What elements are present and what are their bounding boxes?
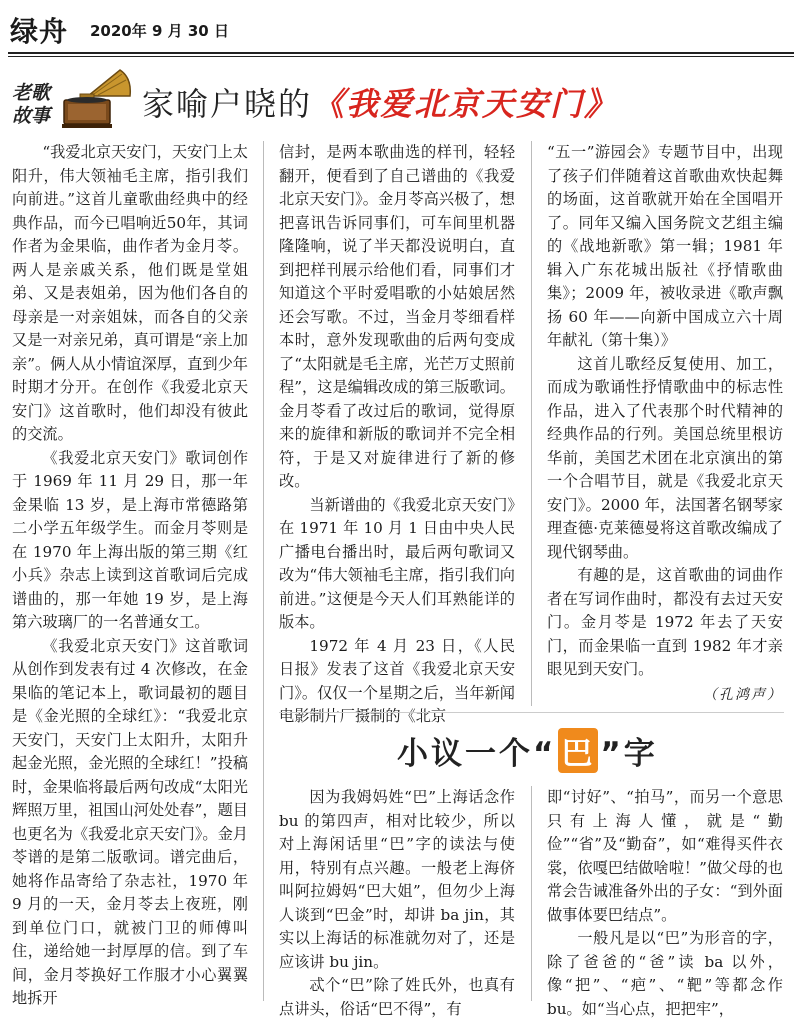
title-song-name: 《我爱北京天安门》 <box>312 85 619 123</box>
paragraph: “我爱北京天安门，天安门上太阳升，伟大领袖毛主席，指引我们向前进。”这首儿童歌曲经典中的经典作品，而今已唱响近50年，其词作者为金果临，曲作者为金月苓。两人是亲戚关系，他们既是堂姐弟、又是表姐弟，因为他们各自的母亲是一对亲姐妹，而各自的父亲又是一对亲兄弟，真可谓是“亲上加亲”。俩人从小情谊深厚，直到少年时期才分开。在创作《我爱北京天安门》这首歌时，他们却没有彼此的交流。 <box>12 143 248 443</box>
article1-column-2 <box>279 141 515 729</box>
column-divider <box>263 141 264 1001</box>
paragraph: 因为我姆妈姓“巴”上海话念作 bu 的第四声，相对比较少，所以对上海闲话里“巴”字的读法与使用，特别有点兴趣。一般老上海侪叫阿拉姆妈“巴大姐”，但勿少上海人谈到“巴金”时，却讲 ba jin，其实以上海话的标准就勿对了，还是应该讲 bu jin。 <box>279 788 515 971</box>
article-title <box>142 84 618 124</box>
section-brand: 绿舟 <box>10 15 69 48</box>
header-rule-thin <box>8 56 794 57</box>
paragraph: 《我爱北京天安门》这首歌词从创作到发表有过 4 次修改，在金果临的笔记本上，歌词最初的题目是《金光照的全球红》：“我爱北京天安门，天安门上太阳升，太阳升起金光照，金光照的全球红！”投稿时，金果临将最后两句改成“太阳光辉照万里，祖国山河处处春”，题目也更名为《我爱北京天安门》。金月苓谱的是第二版歌词。谱完曲后，她将作品寄给了杂志社，1970 年 9 月的一天，金月苓去上夜班，刚到单位门口，就被门卫的师傅叫住，递给她一封厚厚的信。到了车间，金月苓换好工作服才小心翼翼地拆开 <box>12 636 248 1007</box>
paragraph: 《我爱北京天安门》歌词创作于 1969 年 11 月 29 日，那一年金果临 13 岁，是上海市常德路第二小学五年级学生。而金月苓则是在 1970 年上海出版的第三期《红小兵》杂志上读到这首歌词后完成谱曲的，那一年她 19 岁，是上海第六玻璃厂的一名普通女工。 <box>12 448 248 631</box>
paragraph: 忒个“巴”除了姓氏外，也真有点讲头，俗话“巴不得”，有 <box>279 976 515 1018</box>
paragraph: 这首儿歌经反复使用、加工，而成为歌诵性抒情歌曲中的标志性作品，进入了代表那个时代精神的经典作品的行列。美国总统里根访华前，美国艺术团在北京演出的第一个合唱节目，就是《我爱北京天安门》。2000 年，法国著名钢琴家理查德·克莱德曼将这首歌改编成了现代钢琴曲。 <box>547 354 783 561</box>
page-header <box>0 0 800 54</box>
column-tag-line: 老歌 <box>12 82 51 104</box>
paragraph: 当新谱曲的《我爱北京天安门》在 1971 年 10 月 1 日由中央人民广播电台播出时，最后两句歌词又改为“伟大领袖毛主席，指引我们向前进。”这便是今天人们耳熟能详的版本。 <box>279 495 515 631</box>
article1-column-3 <box>547 141 783 707</box>
article2-column-1 <box>279 786 515 1021</box>
article1-column-1 <box>12 141 248 1011</box>
column-tag <box>12 82 62 128</box>
article2-column-2 <box>547 786 783 1021</box>
column-divider <box>531 786 532 1001</box>
paragraph: 有趣的是，这首歌曲的词曲作者在写词作曲时，都没有去过天安门。金月苓是 1972 年去了天安门，而金果临一直到 1982 年才亲眼见到天安门。 <box>547 566 783 678</box>
paragraph: 1972 年 4 月 23 日，《人民日报》发表了这首《我爱北京天安门》。仅仅一个星期之后，当年新闻电影制片厂摄制的《北京 <box>279 636 515 725</box>
paragraph: 信封，是两本歌曲选的样刊，轻轻翻开，便看到了自己谱曲的《我爱北京天安门》。金月苓高兴极了，想把喜讯告诉同事们，可车间里机器隆隆响，说了半天都没说明白，直到把样刊展示给他们看，同事们才知道这个平时爱唱歌的小姑娘居然还会写歌。不过，当金月苓细看样本时，意外发现歌曲的后两句变成了“太阳就是毛主席，光芒万丈照前程”，这是编辑改成的第三版歌词。金月苓看了改过后的歌词，觉得原来的旋律和新版的歌词并不完全相符，于是又对旋律进行了新的修改。 <box>279 143 515 490</box>
title-part: 小议一个“ <box>397 736 557 772</box>
issue-date: 2020年 9 月 30 日 <box>90 22 229 40</box>
author-signature: （孔鸿声） <box>703 686 783 703</box>
title-prefix: 家喻户晓的 <box>142 85 313 123</box>
article2-title <box>397 728 658 773</box>
gramophone-icon <box>58 66 138 130</box>
title-highlight-badge: 巴 <box>558 728 598 773</box>
column-divider <box>531 141 532 706</box>
paragraph: “五一”游园会》专题节目中，出现了孩子们伴随着这首歌曲欢快起舞的场面，这首歌就开始在全国唱开了。同年又编入国务院文艺组主编的《战地新歌》第一辑；1981 年辑入广东花城出版社《抒情歌曲集》；2009 年，被收录进《歌声飘扬 60 年——向新中国成立六十周年献礼（第十集）》 <box>547 143 783 349</box>
header-rule-thick <box>8 52 794 54</box>
title-part: ”字 <box>600 736 658 772</box>
paragraph: 一般凡是以“巴”为形音的字，除了爸爸的“爸”读 ba 以外，像“把”、“疤”、“靶”等都念作 bu。如“当心点，把把牢”， <box>547 929 783 1018</box>
article-divider <box>279 712 784 713</box>
column-tag-line: 故事 <box>12 105 51 127</box>
paragraph: 即“讨好”、“拍马”，而另一个意思只有上海人懂，就是“勤俭”“省”及“勤奋”，如“难得买件衣裳，依嘎巴结做啥啦！”做父母的也常会告诫准备外出的子女：“到外面做事体要巴结点”。 <box>547 788 783 924</box>
